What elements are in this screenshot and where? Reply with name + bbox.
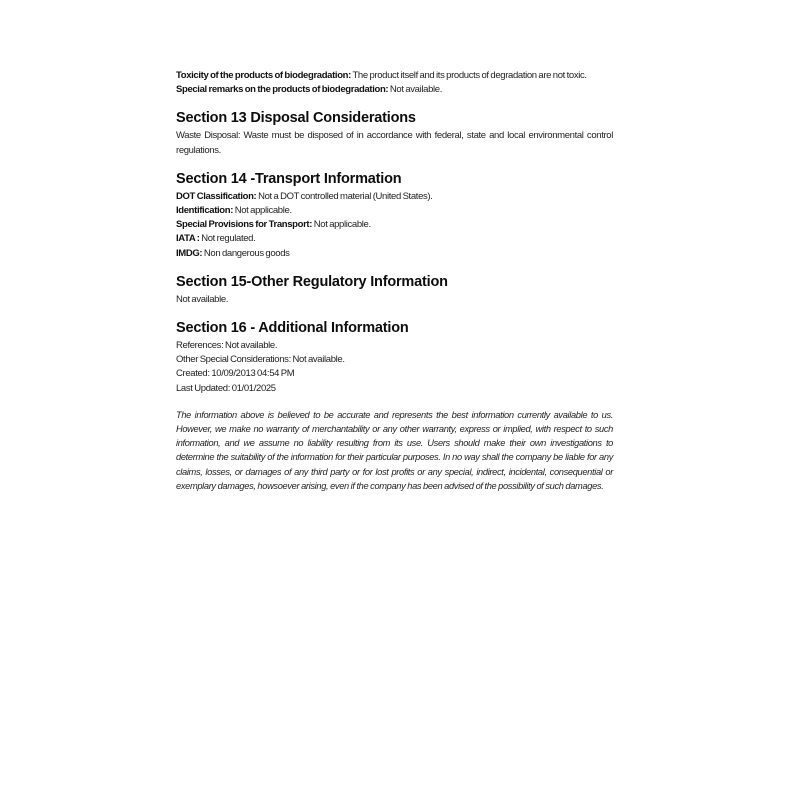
section-16-last-updated-line: Last Updated: 01/01/2025 bbox=[176, 382, 276, 394]
document-content bbox=[176, 69, 613, 493]
section-13-heading: Section 13 Disposal Considerations bbox=[176, 110, 416, 127]
transport-iata-line bbox=[176, 232, 613, 246]
biodegradation-remarks-text: Not available. bbox=[389, 84, 442, 96]
transport-special-provisions-line bbox=[176, 218, 613, 232]
section-15-heading: Section 15-Other Regulatory Information bbox=[176, 273, 448, 290]
section-13-body: Waste Disposal: Waste must be disposed of in accordance with federal, state and local environmental control regulations. bbox=[176, 130, 613, 156]
transport-special-provisions-label: Special Provisions for Transport: bbox=[176, 219, 313, 231]
section-16-created-line: Created: 10/09/2013 04:54 PM bbox=[176, 368, 295, 380]
biodegradation-toxicity-line bbox=[176, 69, 613, 83]
transport-special-provisions-value: Not applicable. bbox=[313, 219, 371, 231]
transport-dot-label: DOT Classification: bbox=[176, 190, 257, 202]
section-16-other-considerations-line: Other Special Considerations: Not available. bbox=[176, 354, 345, 366]
transport-dot-value: Not a DOT controlled material (United States). bbox=[258, 190, 433, 202]
legal-disclaimer-paragraph: The information above is believed to be accurate and represents the best information currently available to us. However, we make no warranty of merchantability or any other warranty, express or implied, with respect to such information, and we assume no liability resulting from its use. Users should make their own investigations to determine the suitability of the information for their particular purposes. In no way shall the company be liable for any claims, losses, or damages of any third party or for lost profits or any special, indirect, incidental, consequential or exemplary damages, howsoever arising, even if the company has been advised of the possibility of such damages. bbox=[176, 409, 613, 491]
biodegradation-remarks-line bbox=[176, 83, 613, 97]
biodegradation-toxicity-text: The product itself and its products of degradation are not toxic. bbox=[352, 70, 587, 81]
biodegradation-remarks-label: Special remarks on the products of biodegradation: bbox=[176, 84, 389, 96]
transport-identification-line bbox=[176, 204, 613, 218]
transport-identification-value: Not applicable. bbox=[234, 205, 292, 217]
transport-imdg-label: IMDG: bbox=[176, 247, 203, 259]
section-16-heading: Section 16 - Additional Information bbox=[176, 320, 409, 337]
section-15-body: Not available. bbox=[176, 293, 229, 305]
transport-identification-label: Identification: bbox=[176, 205, 234, 217]
transport-dot-line bbox=[176, 190, 613, 204]
transport-iata-label: IATA : bbox=[176, 233, 200, 245]
section-16-references-line: References: Not available. bbox=[176, 340, 278, 352]
transport-imdg-value: Non dangerous goods bbox=[203, 247, 290, 259]
transport-iata-value: Not regulated. bbox=[201, 233, 256, 245]
biodegradation-toxicity-label: Toxicity of the products of biodegradation: bbox=[176, 70, 351, 81]
section-14-heading: Section 14 -Transport Information bbox=[176, 170, 402, 187]
transport-imdg-line bbox=[176, 247, 613, 261]
